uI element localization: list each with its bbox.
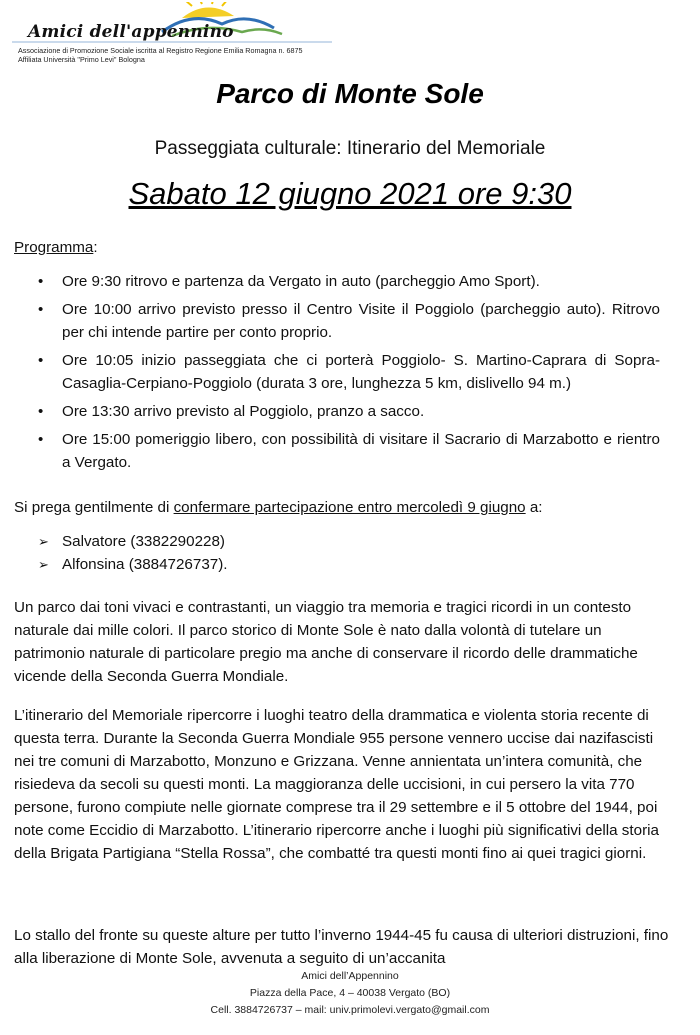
program-item-text: Ore 10:00 arrivo previsto presso il Centro Visite il Poggiolo (parcheggio auto). Ritrovo per chi intende partire per conto proprio.	[62, 301, 660, 341]
confirm-suffix: a:	[525, 499, 543, 516]
bullet-icon: •	[38, 431, 44, 448]
program-item	[14, 298, 660, 344]
logo-registration-text: Associazione di Promozione Sociale iscritta al Registro Regione Emilia Romagna n. 6875	[18, 46, 303, 55]
logo-affiliation-text: Affiliata Università "Primo Levi" Bologna	[18, 55, 145, 64]
confirmation-request	[14, 496, 674, 519]
contact-item	[38, 530, 228, 553]
contact-text: Alfonsina (3884726737).	[62, 556, 228, 573]
programma-label: Programma	[14, 239, 94, 256]
bullet-icon: •	[38, 273, 44, 290]
program-list	[14, 270, 660, 479]
association-logo	[12, 2, 332, 68]
contact-list	[38, 530, 228, 576]
program-item-text: Ore 15:00 pomeriggio libero, con possibilità di visitare il Sacrario di Marzabotto e rientro a Vergato.	[62, 431, 660, 471]
program-item	[14, 400, 660, 423]
arrow-bullet-icon: ➢	[38, 534, 49, 549]
event-date: Sabato 12 giugno 2021 ore 9:30	[128, 176, 572, 211]
footer-contacts: Cell. 3884726737 – mail: univ.primolevi.vergato@gmail.com	[210, 1004, 490, 1016]
programma-heading	[14, 236, 98, 259]
program-item	[14, 428, 660, 474]
paragraph-memorial-history: L’itinerario del Memoriale ripercorre i luoghi teatro della drammatica e violenta storia recente di questa terra. Durante la Seconda Guerra Mondiale 955 persone vennero uccise dai nazifascisti nei tre comuni di Marzabotto, Monzuno e Grizzana. Venne annientata un’intera comunità, che risiedeva da secoli su questi monti. La maggioranza delle uccisioni, in cui persero la vita 770 persone, furono compiute nelle giornate comprese tra il 29 settembre e il 5 ottobre del 1944, poi note come Eccidio di Marzabotto. L’itinerario ripercorre anche i luoghi più significativi della storia della Brigata Partigiana “Stella Rossa”, che combatté tra questi monti fino ai quei tragici giorni.	[14, 707, 659, 862]
program-item-text: Ore 13:30 arrivo previsto al Poggiolo, pranzo a sacco.	[62, 403, 425, 420]
programma-colon: :	[93, 239, 98, 256]
contact-text: Salvatore (3382290228)	[62, 533, 225, 550]
program-item	[14, 270, 660, 293]
page-subtitle: Passeggiata culturale: Itinerario del Memoriale	[154, 138, 546, 159]
paragraph-park-intro: Un parco dai toni vivaci e contrastanti, un viaggio tra memoria e tragici ricordi in un contesto naturale dai mille colori. Il parco storico di Monte Sole è nato dalla volontà di tutelare un patrimonio naturale di particolare pregio ma anche di conservare il ricordo delle drammatiche vicende della Seconda Guerra Mondiale.	[14, 599, 638, 685]
page-footer	[0, 968, 700, 1019]
logo-name: Amici dell'appennino	[28, 22, 234, 42]
confirm-prefix: Si prega gentilmente di	[14, 499, 174, 516]
contact-item	[38, 553, 228, 576]
confirm-deadline: confermare partecipazione entro mercoledì 9 giugno	[173, 499, 526, 516]
bullet-icon: •	[38, 352, 44, 369]
bullet-icon: •	[38, 301, 44, 318]
program-item-text: Ore 10:05 inizio passeggiata che ci porterà Poggiolo- S. Martino-Caprara di Sopra-Casaglia-Cerpiano-Poggiolo (durata 3 ore, lunghezza 5 km, dislivello 94 m.)	[62, 352, 660, 392]
footer-address: Piazza della Pace, 4 – 40038 Vergato (BO)	[249, 987, 451, 999]
program-item	[14, 349, 660, 395]
program-item-text: Ore 9:30 ritrovo e partenza da Vergato in auto (parcheggio Amo Sport).	[62, 273, 540, 290]
page-title: Parco di Monte Sole	[216, 78, 484, 109]
footer-org-name: Amici dell’Appennino	[301, 970, 399, 982]
arrow-bullet-icon: ➢	[38, 557, 49, 572]
paragraph-front-stall: Lo stallo del fronte su queste alture per tutto l’inverno 1944-45 fu causa di ulteriori distruzioni, fino alla liberazione di Monte Sole, avvenuta a seguito di un’accanita	[14, 927, 669, 967]
bullet-icon: •	[38, 403, 44, 420]
